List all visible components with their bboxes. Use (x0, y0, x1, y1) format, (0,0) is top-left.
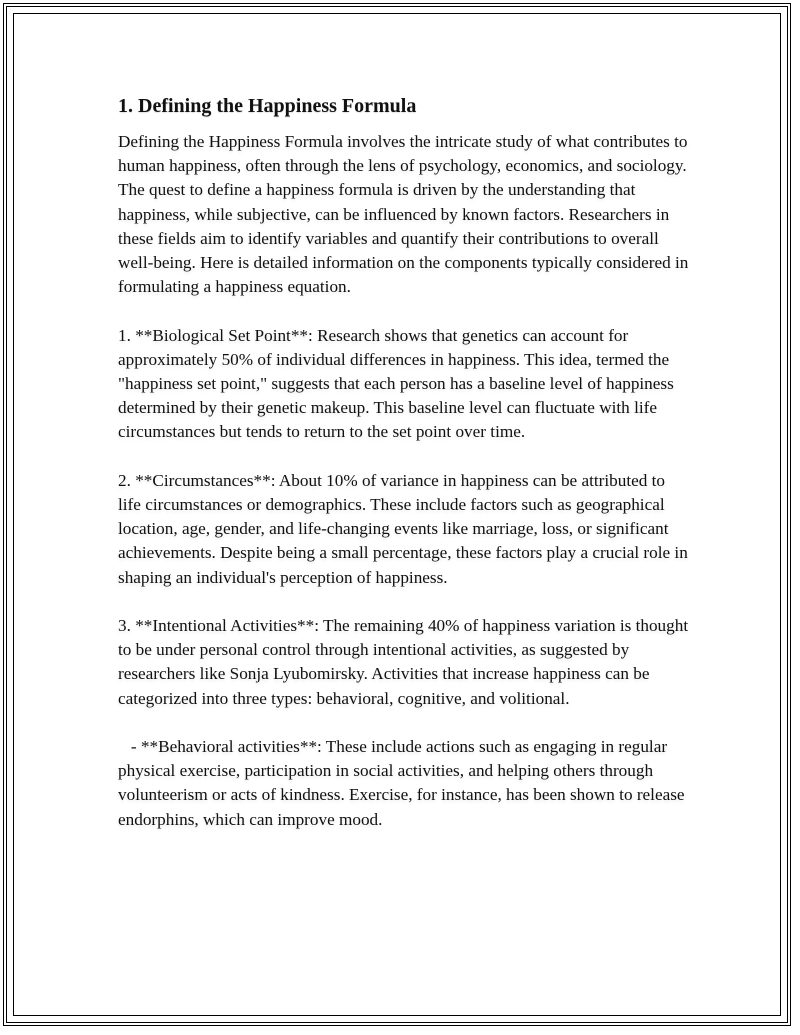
paragraph-intentional-activities: 3. **Intentional Activities**: The remaining 40% of happiness variation is thought to be under personal control through intentional activities, as suggested by researchers like Sonja Lyubomirsky. Activities that increase happiness can be categorized into three types: behavioral, cognitive, and volitional. (118, 616, 693, 708)
paragraph-behavioral-activities: - **Behavioral activities**: These include actions such as engaging in regular physical exercise, participation in social activities, and helping others through volunteerism or acts of kindness. Exercise, for instance, has been shown to release endorphins, which can improve mood. (118, 737, 689, 829)
paragraph-circumstances: 2. **Circumstances**: About 10% of variance in happiness can be attributed to life circumstances or demographics. These include factors such as geographical location, age, gender, and life-changing events like marriage, loss, or significant achievements. Despite being a small percentage, these factors play a crucial role in shaping an individual's perception of happiness. (118, 470, 693, 587)
section-title: 1. Defining the Happiness Formula (118, 95, 417, 117)
intro-paragraph: Defining the Happiness Formula involves the intricate study of what contributes to human happiness, often through the lens of psychology, economics, and sociology. The quest to define a happiness formula is driven by the understanding that happiness, while subjective, can be influenced by known factors. Researchers in these fields aim to identify variables and quantify their contributions to overall well-being. Here is detailed information on the components typically considered in formulating a happiness equation. (118, 132, 693, 297)
document-body (118, 92, 693, 856)
paragraph-biological-set-point: 1. **Biological Set Point**: Research shows that genetics can account for approximately 50% of individual differences in happiness. This idea, termed the "happiness set point," suggests that each person has a baseline level of happiness determined by their genetic makeup. This baseline level can fluctuate with life circumstances but tends to return to the set point over time. (118, 325, 679, 442)
